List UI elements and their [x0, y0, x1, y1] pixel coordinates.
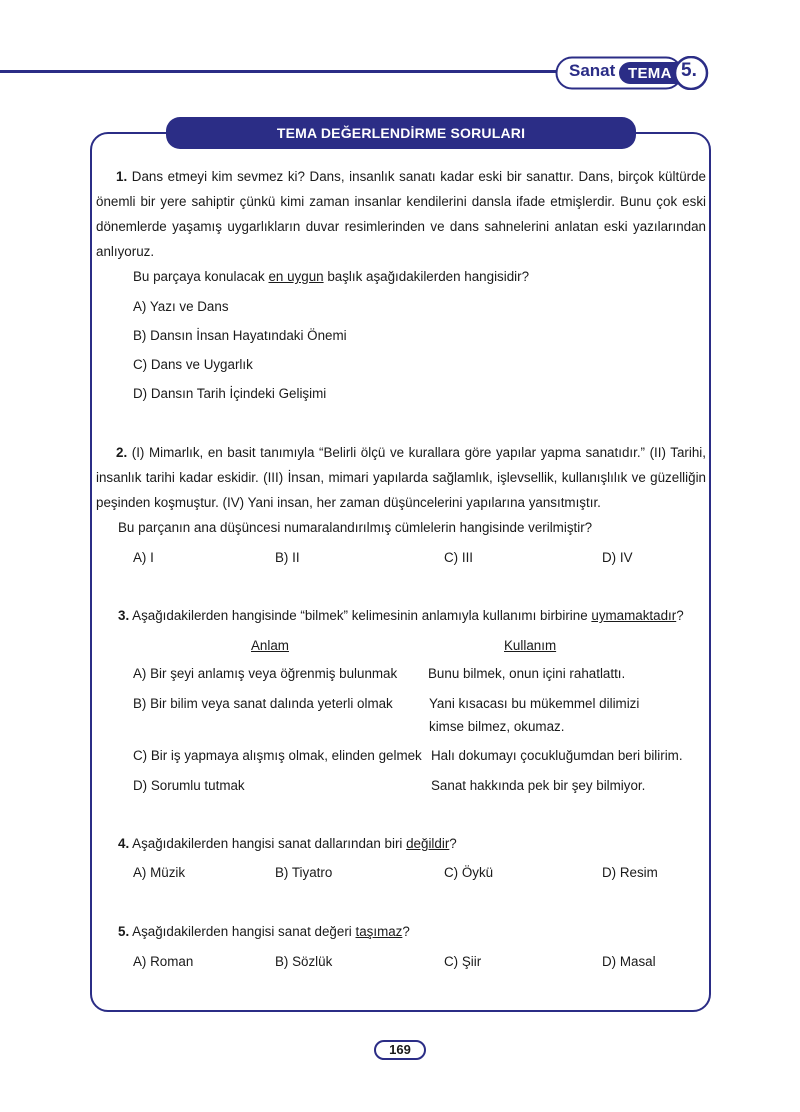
q3-usage-d: Sanat hakkında pek bir şey bilmiyor.: [431, 778, 646, 793]
q1-option-d[interactable]: D) Dansın Tarih İçindeki Gelişimi: [133, 386, 327, 401]
q5-option-c[interactable]: C) Şiir: [444, 954, 482, 969]
q3-usage-c: Halı dokumayı çocukluğumdan beri bilirim.: [431, 748, 683, 763]
q2-option-d[interactable]: D) IV: [602, 550, 633, 565]
q4-option-c[interactable]: C) Öykü: [444, 865, 494, 880]
q3-stem-before: Aşağıdakilerden hangisinde “bilmek” kelimesinin anlamıyla kullanımı birbirine: [132, 608, 592, 623]
q4-option-d[interactable]: D) Resim: [602, 865, 658, 880]
theme-number: 5.: [681, 60, 697, 81]
q3-usage-a: Bunu bilmek, onun içini rahatlattı.: [428, 666, 626, 681]
q2-stem: Bu parçanın ana düşüncesi numaralandırılmış cümlelerin hangisinde verilmiştir?: [118, 520, 593, 535]
q5-stem-underlined: taşımaz: [355, 924, 403, 939]
q5-option-b[interactable]: B) Sözlük: [275, 954, 333, 969]
subject-label: Sanat: [569, 61, 616, 80]
q3-column-anlam: [251, 637, 289, 655]
q2-option-b[interactable]: B) II: [275, 550, 300, 565]
q4-number: 4.: [118, 836, 130, 851]
q2-paragraph: [96, 440, 706, 515]
q5-stem-after: ?: [402, 924, 410, 939]
theme-label: TEMA: [628, 65, 672, 82]
q1-stem-after: başlık aşağıdakilerden hangisidir?: [323, 269, 530, 284]
q3-usage-b: Yani kısacası bu mükemmel dilimizi: [429, 696, 640, 711]
q2-text: (I) Mimarlık, en basit tanımıyla “Belirli ölçü ve kurallara göre yapılar yapma sanatıdır.” (II) Tarihi, insanlık tarihi kadar eskidir. (III) İnsan, mimari yapılarda sağlamlık, işlevsellik, kullanışlılık ve güzelliğin peşinden koşmuştur. (IV) Yani insan, her zaman düşüncelerini yapılarına yansıtmıştır.: [96, 445, 706, 510]
q2-number: 2.: [116, 445, 128, 460]
q3-option-c[interactable]: C) Bir iş yapmaya alışmış olmak, elinden gelmek: [133, 748, 422, 763]
q2-option-a[interactable]: A) I: [133, 550, 154, 565]
q1-text: Dans etmeyi kim sevmez ki? Dans, insanlık sanatı kadar eski bir sanattır. Dans, birçok kültürde önemli bir yere sahiptir çünkü kimi zaman insanlar kendilerini dansla ifade etmişlerdir. Bunu çok eski dönemlerde yaşamış uygarlıkların duvar resimlerinden ve dans sahnelerini anlatan eski yazılarından anlıyoruz.: [96, 169, 706, 259]
q3-column-anlam-label: Anlam: [251, 638, 289, 653]
q1-option-b[interactable]: B) Dansın İnsan Hayatındaki Önemi: [133, 328, 347, 343]
q3-stem-after: ?: [676, 608, 684, 623]
q4-stem-before: Aşağıdakilerden hangisi sanat dallarından biri: [132, 836, 407, 851]
q3-option-d[interactable]: D) Sorumlu tutmak: [133, 778, 245, 793]
q3-column-kullanim: [504, 637, 556, 655]
q1-stem: [133, 268, 529, 286]
section-title: TEMA DEĞERLENDİRME SORULARI: [166, 117, 636, 149]
q4-option-a[interactable]: A) Müzik: [133, 865, 186, 880]
q5-option-d[interactable]: D) Masal: [602, 954, 656, 969]
q3-stem: [118, 607, 684, 625]
theme-badge: [555, 56, 713, 90]
q1-option-a[interactable]: A) Yazı ve Dans: [133, 299, 229, 314]
q4-option-b[interactable]: B) Tiyatro: [275, 865, 333, 880]
q3-option-b[interactable]: B) Bir bilim veya sanat dalında yeterli olmak: [133, 696, 393, 711]
q5-option-a[interactable]: A) Roman: [133, 954, 194, 969]
q5-stem: [118, 923, 410, 941]
page-number: 169: [374, 1040, 426, 1060]
q3-option-a[interactable]: A) Bir şeyi anlamış veya öğrenmiş bulunmak: [133, 666, 398, 681]
q4-stem-underlined: değildir: [406, 836, 450, 851]
q1-stem-before: Bu parçaya konulacak: [133, 269, 269, 284]
q1-option-c[interactable]: C) Dans ve Uygarlık: [133, 357, 253, 372]
q1-paragraph: [96, 164, 706, 264]
q5-number: 5.: [118, 924, 130, 939]
q4-stem: [118, 835, 457, 853]
q3-stem-underlined: uymamaktadır: [591, 608, 677, 623]
q3-usage-b-line2: kimse bilmez, okumaz.: [429, 719, 565, 734]
q2-option-c[interactable]: C) III: [444, 550, 474, 565]
q5-stem-before: Aşağıdakilerden hangisi sanat değeri: [132, 924, 356, 939]
q1-number: 1.: [116, 169, 128, 184]
q3-column-kullanim-label: Kullanım: [504, 638, 557, 653]
header-rule: [0, 70, 560, 73]
q4-stem-after: ?: [449, 836, 457, 851]
q3-number: 3.: [118, 608, 130, 623]
q1-stem-underlined: en uygun: [268, 269, 324, 284]
